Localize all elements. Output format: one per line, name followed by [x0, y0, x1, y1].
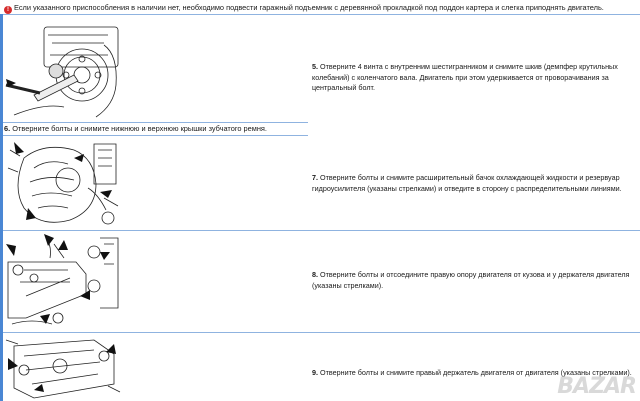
step-text: Отверните болты и снимите расширительный бачок охлаждающей жидкости и резервуар гидроусилителя (указаны стрелками) и отведите в сторону с распределительными линиями.: [312, 173, 622, 193]
divider: [3, 14, 640, 15]
step-number: 7.: [312, 173, 318, 182]
figure-step-7: [4, 138, 122, 228]
warning-text: Если указанного приспособления в наличии нет, необходимо подвести гаражный подъемник с деревянной прокладкой под поддон картера и слегка приподнять двигатель.: [14, 3, 604, 12]
step-number: 5.: [312, 62, 318, 71]
warning-line: [4, 2, 636, 14]
figure-step-9: [4, 336, 122, 401]
divider: [3, 135, 308, 136]
warning-icon: !: [4, 6, 12, 14]
step-text: Отверните болты и снимите правый держатель двигателя от двигателя (указаны стрелками).: [320, 368, 632, 377]
step-8: [312, 270, 632, 291]
step-text: Отверните болты и снимите нижнюю и верхнюю крышки зубчатого ремня.: [12, 124, 267, 133]
step-7: [312, 173, 632, 194]
figure-step-5: [4, 25, 122, 121]
watermark-logo: BAZAR: [557, 374, 636, 399]
step-number: 6.: [4, 124, 11, 133]
left-accent-bar: [0, 14, 3, 401]
step-6: [4, 124, 267, 134]
figure-step-8: [4, 234, 122, 330]
step-text: Отверните болты и отсоедините правую опору двигателя от кузова и у держателя двигателя (указаны стрелками).: [312, 270, 630, 290]
step-text: Отверните 4 винта с внутренним шестигранником и снимите шкив (демпфер крутильных колебаний) с коленчатого вала. Двигатель при этом удерживается от проворачивания за центральный болт.: [312, 62, 618, 93]
divider: [3, 230, 640, 231]
step-number: 9.: [312, 368, 318, 377]
divider: [3, 122, 308, 123]
divider: [3, 332, 640, 333]
step-5: [312, 62, 632, 94]
step-number: 8.: [312, 270, 318, 279]
